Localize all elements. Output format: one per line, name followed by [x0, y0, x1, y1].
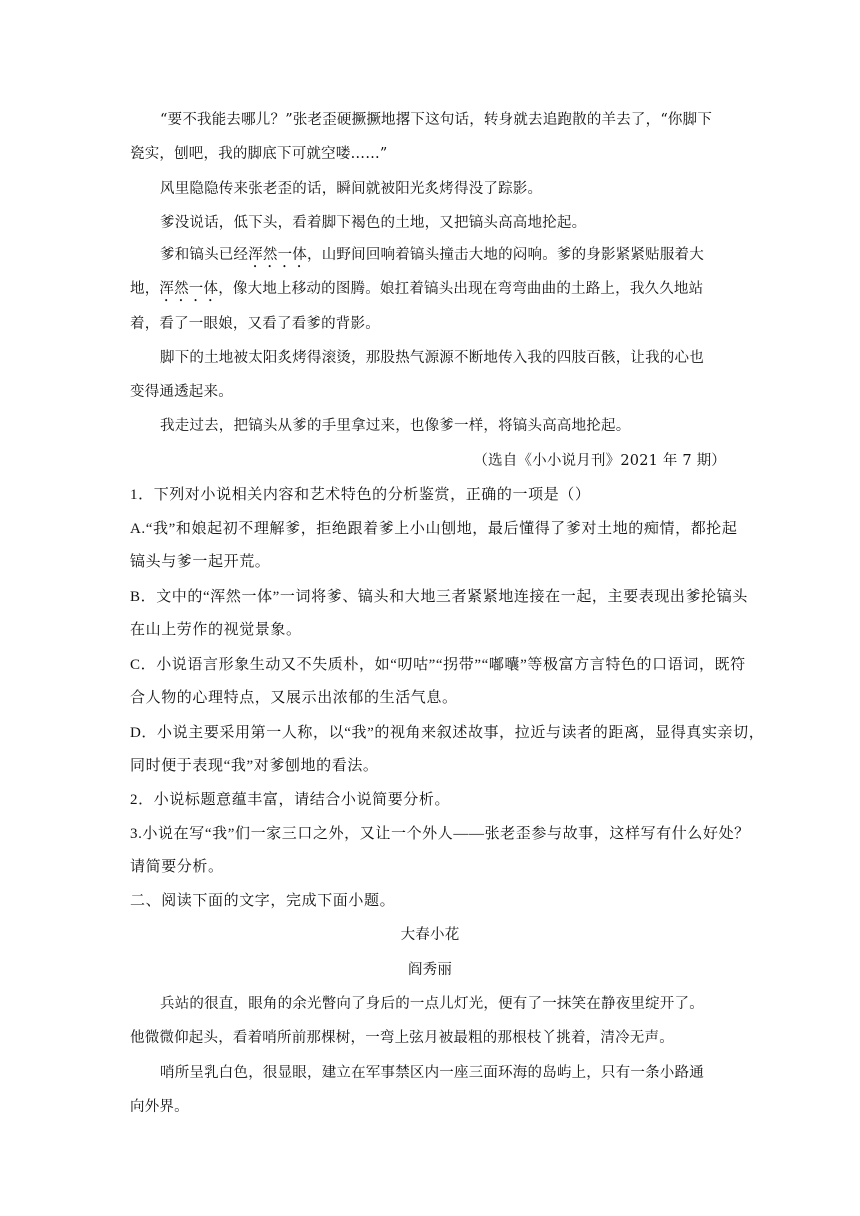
- option-a-line1: A.“我”和娘起初不理解爹，拒绝跟着爹上小山刨地，最后懂得了爹对土地的痴情，都抡起: [130, 521, 738, 537]
- option-d-line1: D．小说主要采用第一人称，以“我”的视角来叙述故事，拉近与读者的距离，显得真实亲切，: [130, 725, 765, 741]
- question-2: 2．小说标题意蕴丰富，请结合小说简要分析。: [130, 792, 451, 808]
- passage1-paragraph1-line2: 瓷实，刨吧，我的脚底下可就空喽……”: [130, 146, 388, 162]
- question-3-line1: 3.小说在写“我”们一家三口之外，又让一个外人——张老歪参与故事，这样写有什么好处？: [130, 826, 750, 842]
- passage2-paragraph1-line1: 兵站的很直，眼角的余光瞥向了身后的一点儿灯光，便有了一抹笑在静夜里绽开了。: [160, 996, 704, 1012]
- option-c-line1: C．小说语言形象生动又不失质朴，如“叨咕”“拐带”“嘟囔”等极富方言特色的口语词，既符: [130, 657, 746, 673]
- option-b-line2: 在山上劳作的视觉景象。: [130, 622, 302, 638]
- passage1-paragraph6: 我走过去，把镐头从爹的手里拿过来，也像爹一样，将镐头高高地抡起。: [160, 418, 631, 434]
- passage1-paragraph2: 风里隐隐传来张老歪的话，瞬间就被阳光炙烤得没了踪影。: [160, 181, 543, 197]
- passage1-paragraph3: 爹没说话，低下头，看着脚下褐色的土地，又把镐头高高地抡起。: [160, 215, 587, 231]
- passage1-paragraph5-line2: 变得通透起来。: [130, 384, 233, 400]
- story-author: 阎秀丽: [407, 962, 453, 978]
- passage2-paragraph2-line2: 向外界。: [130, 1099, 189, 1115]
- text-segment: 爹和镐头已经: [160, 247, 249, 263]
- text-segment: 地，: [130, 281, 160, 297]
- emphasized-phrase: 浑然一体: [248, 247, 308, 263]
- option-a-line2: 镐头与爹一起开荒。: [130, 554, 271, 570]
- text-segment: ，像大地上移动的图腾。娘扛着镐头出现在弯弯曲曲的土路上，我久久地站: [218, 281, 704, 297]
- emphasized-phrase: 浑然一体: [159, 281, 219, 297]
- passage1-paragraph5-line1: 脚下的土地被太阳炙烤得滚烫，那股热气源源不断地传入我的四肢百骸，让我的心也: [160, 350, 704, 366]
- option-c-line2: 合人物的心理特点，又展示出浓郁的生活气息。: [130, 690, 458, 706]
- question-3-line2: 请简要分析。: [130, 859, 224, 875]
- story-title: 大春小花: [400, 927, 460, 943]
- passage1-paragraph4-line2: [130, 279, 730, 305]
- text-segment: ，山野间回响着镐头撞击大地的闷响。爹的身影紧紧贴服着大: [307, 247, 704, 263]
- option-d-line2: 同时便于表现“我”对爹刨地的看法。: [130, 758, 379, 774]
- option-b-line1: B．文中的“浑然一体”一词将爹、镐头和大地三者紧紧地连接在一起，主要表现出爹抡镐头: [130, 589, 748, 605]
- passage1-paragraph4-line1: [160, 245, 760, 271]
- passage2-paragraph1-line2: 他微微仰起头，看着哨所前那棵树，一弯上弦月被最粗的那根枝丫挑着，清冷无声。: [130, 1030, 674, 1046]
- passage1-paragraph1-line1: “要不我能去哪儿？”张老歪硬撅撅地撂下这句话，转身就去追跑散的羊去了，“你脚下: [160, 112, 713, 128]
- section-2-heading: 二、阅读下面的文字，完成下面小题。: [130, 893, 396, 909]
- passage2-paragraph2-line1: 哨所呈乳白色，很显眼，建立在军事禁区内一座三面环海的岛屿上，只有一条小路通: [160, 1065, 704, 1081]
- passage1-paragraph4-line3: 着，看了一眼娘，又看了看爹的背影。: [130, 316, 380, 332]
- source-citation: （选自《小小说月刊》2021 年 7 期）: [473, 453, 726, 469]
- question-1: 1．下列对小说相关内容和艺术特色的分析鉴赏，正确的一项是（）: [130, 487, 591, 503]
